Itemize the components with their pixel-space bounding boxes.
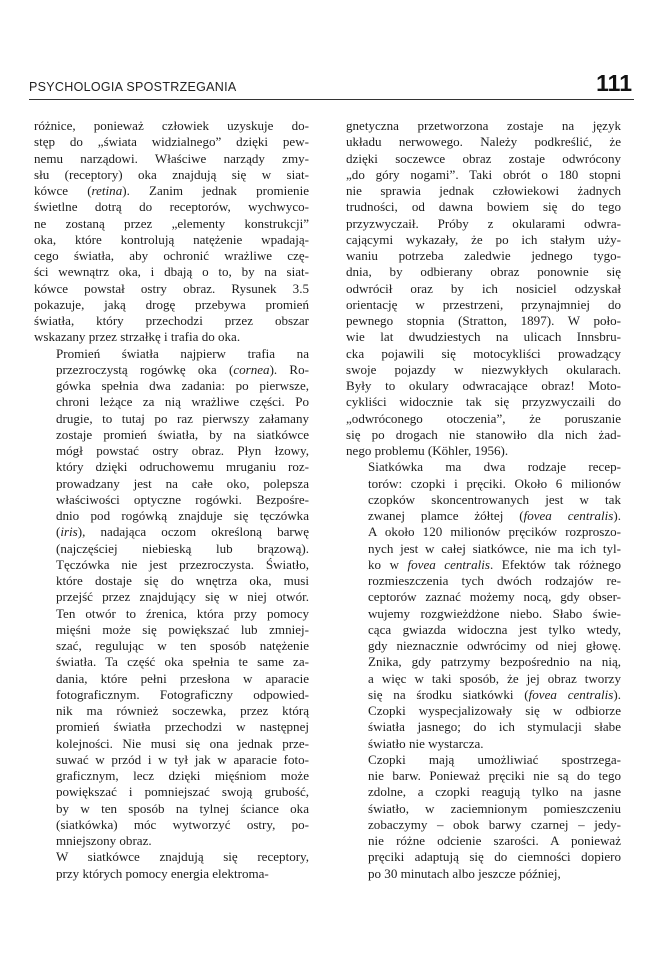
text-line: światło, w zaciemnionym pomieszczeniu (368, 800, 621, 816)
text-line: W siatkówce znajdują się receptory, (56, 849, 309, 865)
text-line: Tęczówka nie jest przezroczysta. Światło, (56, 556, 309, 572)
text-line: torów: czopki i pręciki. Około 6 milionów (368, 475, 621, 491)
text-line: nie barw. Ponieważ pręciki nie są do tego (368, 768, 621, 783)
text-line: Ten otwór to źrenica, która przy pomocy (56, 605, 309, 621)
text-line: ceptorów zaznać możemy nocą, gdy obser- (368, 589, 621, 605)
text-line: graficznym, lecz dzięki mięśniom może (56, 768, 309, 783)
text-line: waniu potrzeba zaledwie jednego tygo- (346, 248, 621, 263)
text-line: który dzięki odruchowemu mruganiu roz- (56, 459, 309, 475)
text-line: nych jest w całej siatkówce, nie ma ich tyl- (368, 540, 621, 556)
text-line: (iris), nadająca oczom określoną barwę (56, 524, 309, 540)
text-line: kówce powstał ostry obraz. Rysunek 3.5 (34, 280, 309, 296)
text-line: światła. Ta część oka spełnia te same za- (56, 654, 309, 670)
text-line: się po drogach nie stanowiło dla nich żad- (346, 426, 621, 442)
text-line: ne zostaną przez „elementy konstrukcji” (34, 215, 309, 231)
text-line: Czopki wyspecjalizowały się w odbiorze (368, 703, 621, 718)
text-line: „odwróconego otoczenia”, że poruszanie (346, 410, 621, 426)
text-line: słu (receptory) oka znajdują się w siat- (34, 166, 309, 182)
text-line: dnia, by odbierany obraz ponownie się (346, 264, 621, 280)
text-line: po 30 minutach albo jeszcze później, (368, 865, 561, 881)
text-line: światła, który przechodzi przez obszar (34, 313, 309, 328)
text-line: chroni leżące za nią wrażliwe części. Po (56, 394, 309, 410)
text-line: cka pojawili się motocykliści prowadzący (346, 345, 621, 361)
text-line: kolejności. Nie musi się ona jednak prze- (56, 735, 309, 751)
text-line: dnio pod rogówką znajduje się tęczówka (56, 508, 309, 523)
text-line: stęp do „świata widzialnego” dzięki pew- (34, 134, 309, 150)
text-line: nik ma również soczewka, przez którą (56, 703, 309, 718)
text-line: dzięki soczewce obraz zostaje odwrócony (346, 150, 621, 166)
text-line: przejść przez znajdujący się w niej otwór. (56, 589, 309, 605)
text-line: Czopki mają umożliwiać spostrzega- (368, 751, 621, 767)
text-line: które dostaje się do wnętrza oka, musi (56, 573, 309, 588)
page-header (0, 70, 661, 104)
text-line: przyzwyczaił. Próby z okularami odwra- (346, 215, 621, 231)
text-line: ści wewnątrz oka, i dbają o to, by na siat- (34, 264, 309, 280)
text-line: zostaje promień światła, by na siatkówce (56, 426, 309, 442)
text-line: nie różne odcienie szarości. A ponieważ (368, 833, 621, 848)
text-line: suwać w przód i w tył jak w aparacie foto- (56, 751, 309, 767)
text-line: dania, które pełni przesłona w aparacie (56, 670, 309, 686)
text-line: gdy nieznacznie odwrócimy od niej głowę. (368, 638, 621, 653)
text-line: mięśni może się powiększać lub zmniej- (56, 621, 309, 637)
text-line: różnice, ponieważ człowiek uzyskuje do- (34, 118, 309, 133)
text-line: świetlne dotrą do receptorów, wychwyco- (34, 199, 309, 215)
page-number: 111 (596, 70, 632, 96)
text-line: wujemy rozgwieżdżone niebo. Słabo świe- (368, 605, 621, 621)
text-line: powiększać i pomniejszać swoją grubość, (56, 784, 309, 800)
text-line: nemu narządowi. Właściwe narządy zmy- (34, 150, 309, 166)
text-line: cającymi wykazały, że po ich stałym uży- (346, 231, 621, 247)
text-line: promień światła przechodzi w następnej (56, 719, 309, 735)
text-line: cego światła, aby ochronić wrażliwe czę- (34, 248, 309, 263)
text-line: przezroczystą rogówkę oka (cornea). Ro- (56, 361, 309, 377)
text-line: pokazuje, jaką drogę przebywa promień (34, 296, 309, 312)
text-line: zwanej plamce żółtej (fovea centralis). (368, 508, 621, 523)
text-line: cąca gwiazda widoczna jest tylko wtedy, (368, 621, 621, 637)
header-rule (29, 99, 634, 100)
text-line: odwrócił oraz by ich nosiciel odzyskał (346, 280, 621, 296)
text-line: fotograficznym. Fotograficzny odpowied- (56, 686, 309, 702)
text-line: kówce (retina). Zanim jednak promienie (34, 183, 309, 198)
running-head: PSYCHOLOGIA SPOSTRZEGANIA (29, 80, 237, 94)
text-line: oka, które kontrolują natężenie wpadają- (34, 231, 309, 247)
text-line: Znika, gdy patrzymy bezpośrednio na nią, (368, 654, 621, 670)
text-line: (najczęściej niebieską lub brązową). (56, 540, 309, 556)
paragraph (34, 118, 309, 346)
text-line: pręciki adaptują się do ciemności dopiero (368, 849, 621, 865)
paragraph (34, 346, 309, 850)
text-line: trudności, od dawna bowiem się do tego (346, 199, 621, 215)
text-line: wie lat dwudziestych na ulicach Innsbru- (346, 329, 621, 345)
text-line: Były to okulary odwracające obraz! Moto- (346, 378, 621, 393)
paragraph (34, 849, 309, 882)
text-line: gówka spełnia dwa zadania: po pierwsze, (56, 378, 309, 393)
text-line: wskazany przez strzałkę i trafia do oka. (34, 329, 241, 345)
text-line: rozmieszczenia tych dwóch rodzajów re- (368, 573, 621, 588)
text-line: nego problemu (Köhler, 1956). (346, 443, 509, 458)
text-line: (siatkówka) móc wytworzyć ostry, po- (56, 816, 309, 832)
text-line: właściwości optyczne rogówki. Bezpośre- (56, 491, 309, 507)
text-line: swoje pojazdy w niezwykłych okularach. (346, 361, 621, 377)
text-line: by w ten sposób na tylnej ściance oka (56, 800, 309, 816)
left-column (34, 118, 309, 882)
text-line: mniejszony obraz. (56, 833, 152, 848)
text-line: nie sprawia jednak człowiekowi żadnych (346, 183, 621, 198)
paragraph (346, 118, 621, 459)
text-line: Siatkówka ma dwa rodzaje recep- (368, 459, 621, 475)
text-line: drugie, to tutaj po raz pierwszy załamany (56, 410, 309, 426)
text-line: ko w fovea centralis. Efektów tak różnego (368, 556, 621, 572)
text-line: przy których pomocy energia elektroma- (56, 865, 269, 881)
text-line: światła jasnego; do ich stymulacji słabe (368, 719, 621, 735)
text-line: zdolne, a czopki reagują tylko na jasne (368, 784, 621, 800)
text-line: gnetyczna przetworzona zostaje na język (346, 118, 621, 133)
text-line: układu nerwowego. Należy podkreślić, że (346, 134, 621, 150)
text-line: zobaczymy – obok barwy czarnej – jedy- (368, 816, 621, 832)
text-line: czopków skoncentrowanych jest w tak (368, 491, 621, 507)
text-line: prowadzany jest na całe oko, polepsza (56, 475, 309, 491)
text-line: a więc w taki sposób, że jej obraz tworzy (368, 670, 621, 686)
text-line: się na środku siatkówki (fovea centralis). (368, 686, 621, 702)
text-line: światło nie wystarcza. (368, 735, 484, 751)
text-line: mógł powstać ostry obraz. Płyn łzowy, (56, 443, 309, 458)
text-line: cykliści widocznie tak się przyzwyczaili do (346, 394, 621, 410)
paragraph (346, 752, 621, 882)
text-line: orientację w przestrzeni, przynajmniej do (346, 296, 621, 312)
text-line: pewnego stopnia (Stratton, 1897). W poło- (346, 313, 621, 328)
right-column (346, 118, 621, 882)
text-line: Promień światła najpierw trafia na (56, 345, 309, 361)
text-line: „do góry nogami”. Taki obrót o 180 stopni (346, 166, 621, 182)
paragraph (346, 459, 621, 752)
text-line: szać, regulując w ten sposób natężenie (56, 638, 309, 653)
text-line: A około 120 milionów pręcików rozproszo- (368, 524, 621, 540)
